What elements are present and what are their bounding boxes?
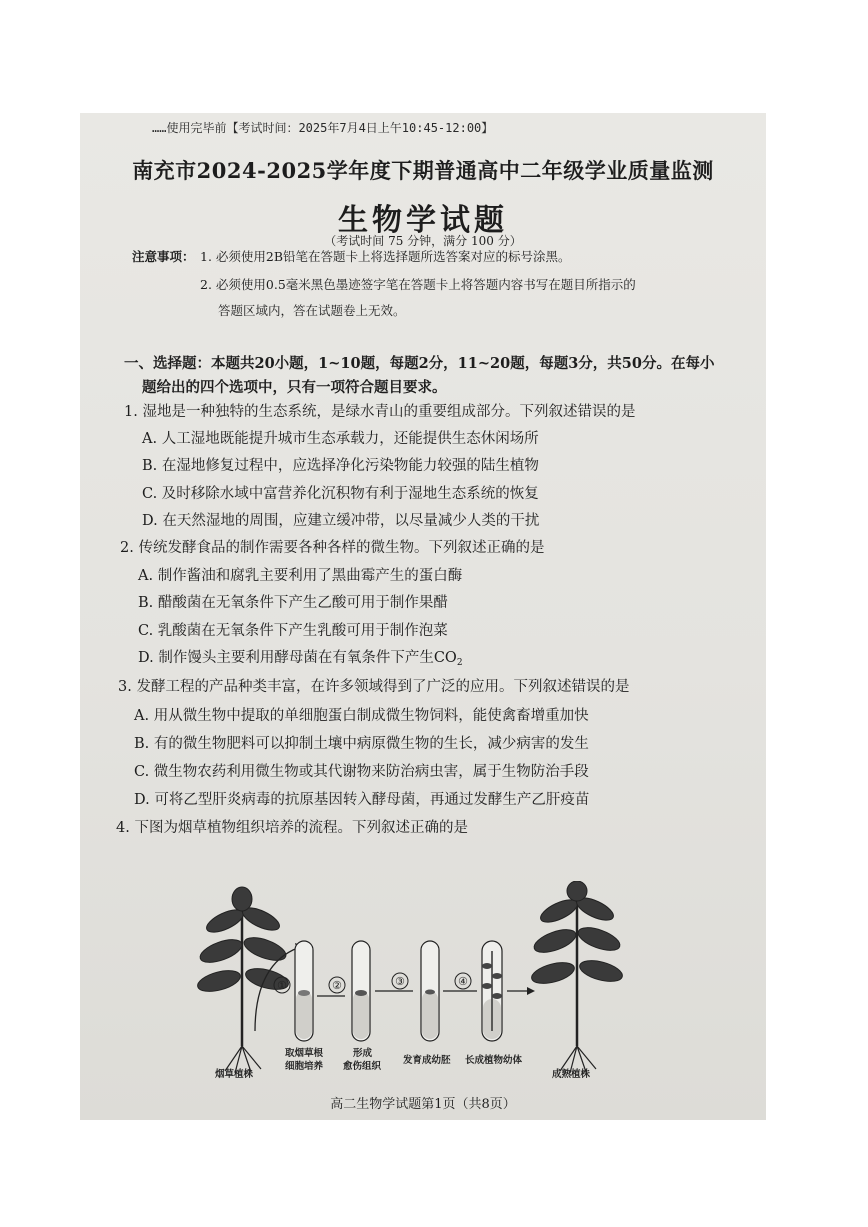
exam-title: 南充市2024-2025学年度下期普通高中二年级学业质量监测 [132,158,714,183]
label-tube2-line2: 愈伤组织 [343,1061,382,1072]
mature-plant-illustration [529,881,624,1073]
notice-item-1: 1. 必须使用2B铅笔在答题卡上将选择题所选答案对应的标号涂黑。 [200,249,571,264]
co2-subscript: 2 [456,658,463,668]
question-4-stem: 4. 下图为烟草植物组织培养的流程。下列叙述正确的是 [116,820,468,836]
label-mature-plant: 成熟植株 [552,1069,591,1079]
question-3-option-b: B. 有的微生物肥料可以抑制土壤中病原微生物的生长，减少病害的发生 [134,736,589,752]
section-heading-cont: 题给出的四个选项中，只有一项符合题目要求。 [142,379,447,396]
section-heading: 一、选择题：本题共20小题，1~10题，每题2分，11~20题，每题3分，共50分。在每小 [124,355,715,372]
step-2-number: ② [332,979,342,992]
label-tube2-line1: 形成 [353,1048,373,1059]
notice-item-2: 2. 必须使用0.5毫米黑色墨迹签字笔在答题卡上将答题内容书写在题目所指示的 [200,277,636,292]
question-2-stem: 2. 传统发酵食品的制作需要各种各样的微生物。下列叙述正确的是 [120,540,545,556]
question-2-option-c: C. 乳酸菌在无氧条件下产生乳酸可用于制作泡菜 [138,623,448,639]
label-tobacco-plant: 烟草植株 [215,1069,254,1079]
notice-label: 注意事项： [132,249,195,264]
test-tube-2 [352,941,370,1041]
question-2-option-d: D. 制作馒头主要利用酵母菌在有氧条件下产生$CO_2$ [138,650,463,668]
question-2-option-a: A. 制作酱油和腐乳主要利用了黑曲霉产生的蛋白酶 [138,568,463,584]
test-tube-1 [295,941,313,1041]
question-3-option-a: A. 用从微生物中提取的单细胞蛋白制成微生物饲料，能使禽畜增重加快 [134,708,589,724]
question-3-stem: 3. 发酵工程的产品种类丰富，在许多领域得到了广泛的应用。下列叙述错误的是 [118,679,630,695]
tissue-culture-diagram [195,881,635,1079]
page-footer: 高二生物学试题第1页（共8页） [330,1097,516,1112]
step-4-number: ④ [458,975,468,988]
notice-item-2-cont: 答题区域内，答在试题卷上无效。 [218,303,406,318]
question-1-stem: 1. 湿地是一种独特的生态系统，是绿水青山的重要组成部分。下列叙述错误的是 [124,404,636,420]
question-2-option-b: B. 醋酸菌在无氧条件下产生乙酸可用于制作果醋 [138,595,448,611]
exam-time-note: ……使用完毕前【考试时间：2025年7月4日上午10:45-12:00】 [152,121,494,135]
question-1-option-a: A. 人工湿地既能提升城市生态承载力，还能提供生态休闲场所 [142,431,539,447]
step-3-number: ③ [395,975,405,988]
question-3-option-c: C. 微生物农药利用微生物或其代谢物来防治病虫害，属于生物防治手段 [134,764,589,780]
label-tube1-line1: 取烟草根 [285,1048,324,1059]
question-1-option-b: B. 在湿地修复过程中，应选择净化污染物能力较强的陆生植物 [142,458,539,474]
subject-title: 生物学试题 [338,203,508,238]
label-tube4: 长成植物幼体 [465,1055,523,1066]
exam-paper [80,113,766,1120]
question-1-option-d: D. 在天然湿地的周围，应建立缓冲带，以尽量减少人类的干扰 [142,513,540,529]
label-tube1-line2: 细胞培养 [285,1061,324,1072]
arrow-5-head [527,987,535,995]
label-tube3: 发育成幼胚 [403,1055,451,1066]
exam-duration-info: （考试时间 75 分钟，满分 100 分） [324,234,522,248]
test-tube-3 [421,941,439,1041]
question-3-option-d: D. 可将乙型肝炎病毒的抗原基因转入酵母菌，再通过发酵生产乙肝疫苗 [134,792,590,808]
test-tube-4 [482,941,502,1041]
step-1-number: ① [277,979,287,992]
question-1-option-c: C. 及时移除水域中富营养化沉积物有利于湿地生态系统的恢复 [142,486,539,502]
